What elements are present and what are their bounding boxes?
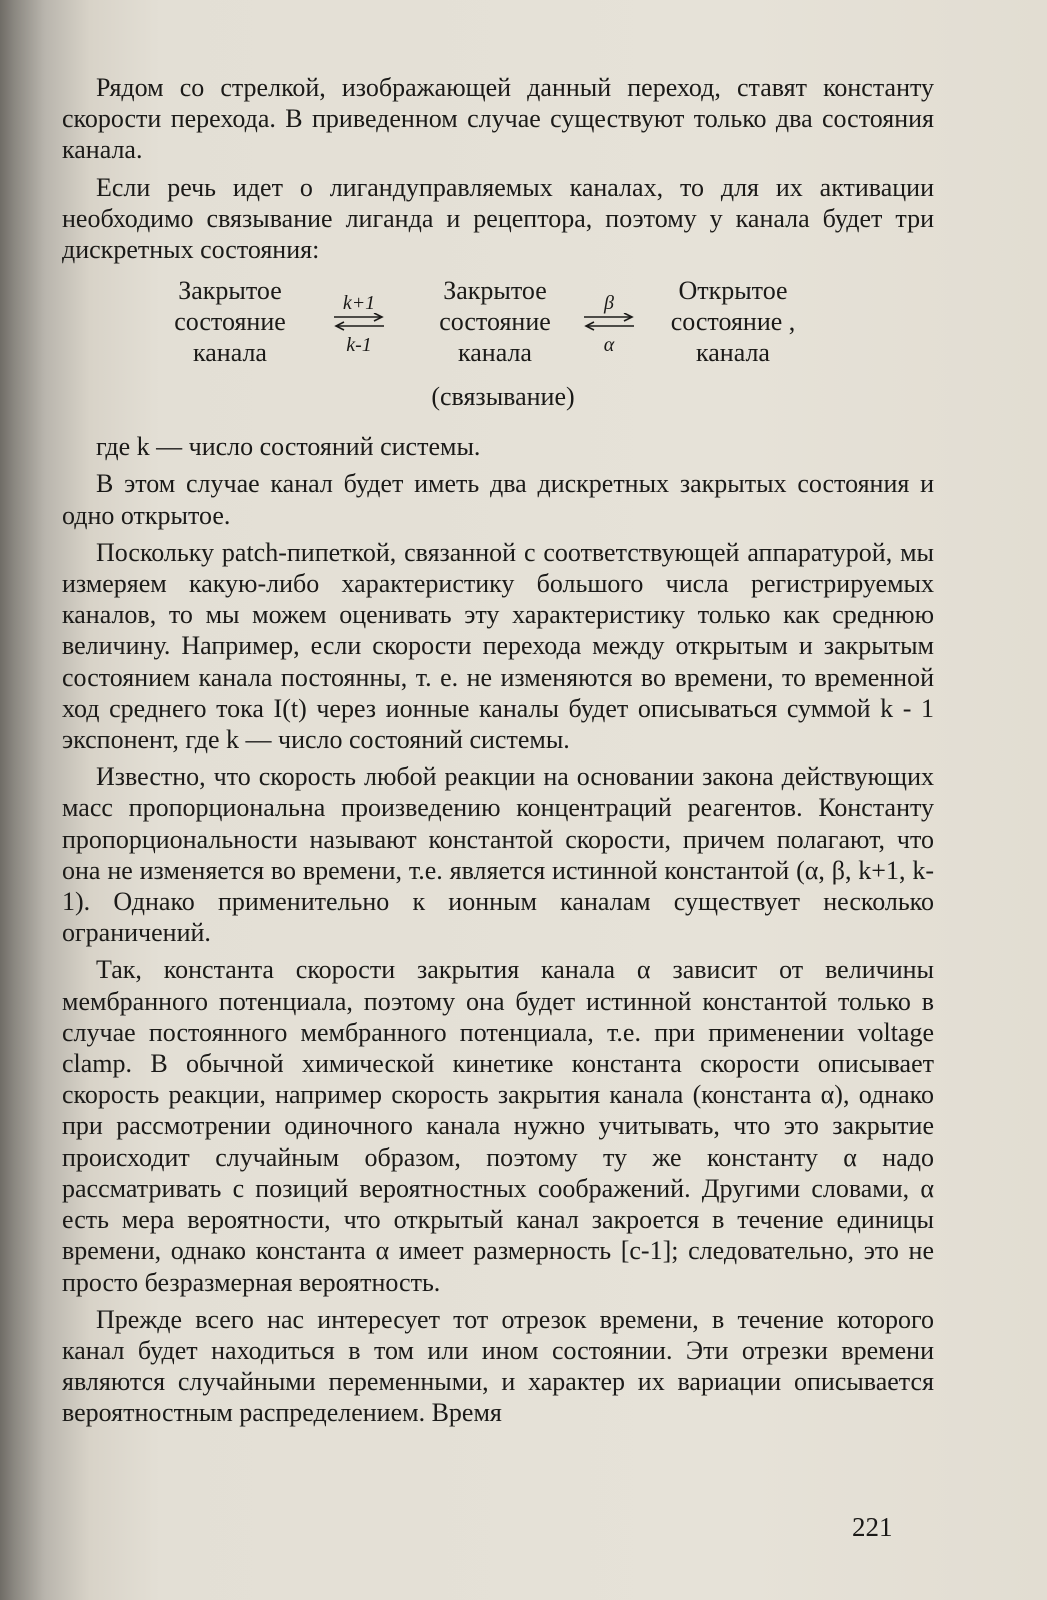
state-closed-1 (160, 275, 300, 368)
state-closed-2 (420, 275, 570, 368)
double-arrow-icon (582, 313, 636, 331)
paragraph: Так, константа скорости закрытия канала α зависит от величины мембранного потенциала, поэтому она будет истинной константой только в случае постоянного мембранного потенциала, т.е. при применении voltage clamp. В обычной химической кинетике константа скорости описывает скорость реакции, например скорость закрытия канала (константа α), однако при рассмотрении одиночного канала нужно учитывать, что это закрытие происходит случайным образом, поэтому ту же константу α надо рассматривать с позиций вероятностных соображений. Другими словами, α есть мера вероятности, что открытый канал закроется в течение единицы времени, однако константа α имеет размерность [с-1]; следовательно, это не просто безразмерная вероятность. (62, 955, 934, 1297)
binding-label: (связывание) (431, 382, 575, 412)
state-line: состояние (174, 307, 286, 337)
paragraph: Известно, что скорость любой реакции на основании закона действующих масс пропорциональна произведению концентраций реагентов. Константу пропорциональности называют константой скорости, причем полагают, что она не изменяется во времени, т.е. является истинной константой (α, β, k+1, k-1). Однако применительно к ионным каналам существует несколько ограничений. (62, 762, 934, 948)
kinetic-scheme (62, 275, 934, 423)
double-arrow-icon (332, 313, 386, 331)
state-line: канала (193, 338, 267, 368)
paragraph: В этом случае канал будет иметь два дискретных закрытых состояния и одно открытое. (62, 469, 934, 530)
state-line: состояние , (670, 307, 796, 337)
state-line: Закрытое (178, 276, 282, 306)
state-line: Закрытое (443, 276, 547, 306)
state-line: Открытое (678, 276, 788, 306)
paragraph: Рядом со стрелкой, изображающей данный переход, ставят константу скорости перехода. В приведенном случае существуют только два состояния канала. (62, 73, 934, 165)
state-line: состояние (439, 307, 551, 337)
alpha-label: α (603, 334, 615, 357)
k-backward-label: k-1 (346, 334, 372, 357)
paragraph: Прежде всего нас интересует тот отрезок времени, в течение которого канал будет находиться в том или ином состоянии. Эти отрезки времени являются случайными переменными, и характер их вариации описывается вероятностным распределением. Время (62, 1304, 934, 1428)
state-line: канала (458, 338, 532, 368)
reversible-arrow-alpha-beta (578, 292, 640, 357)
reversible-arrow-k (328, 292, 390, 357)
state-line: канала (696, 338, 770, 368)
state-open (658, 275, 808, 368)
page-number: 221 (852, 1512, 893, 1542)
k-forward-label: k+1 (342, 292, 376, 315)
beta-label: β (604, 292, 614, 315)
page-text (62, 72, 934, 1435)
paragraph: Поскольку patch-пипеткой, связанной с соответствующей аппаратурой, мы измеряем какую-либо характеристику большого числа регистрируемых каналов, то мы можем оценивать эту характеристику только как среднюю величину. Например, если скорости перехода между открытым и закрытым состоянием канала постоянны, т. е. не изменяются во времени, то временной ход среднего тока I(t) через ионные каналы будет описываться суммой k - 1 экспонент, где k — число состояний системы. (62, 537, 934, 755)
paragraph: Если речь идет о лигандуправляемых каналах, то для их активации необходимо связывание лиганда и рецептора, поэтому у канала будет три дискретных состояния: (62, 172, 934, 265)
paragraph: где k — число состояний системы. (96, 432, 481, 462)
